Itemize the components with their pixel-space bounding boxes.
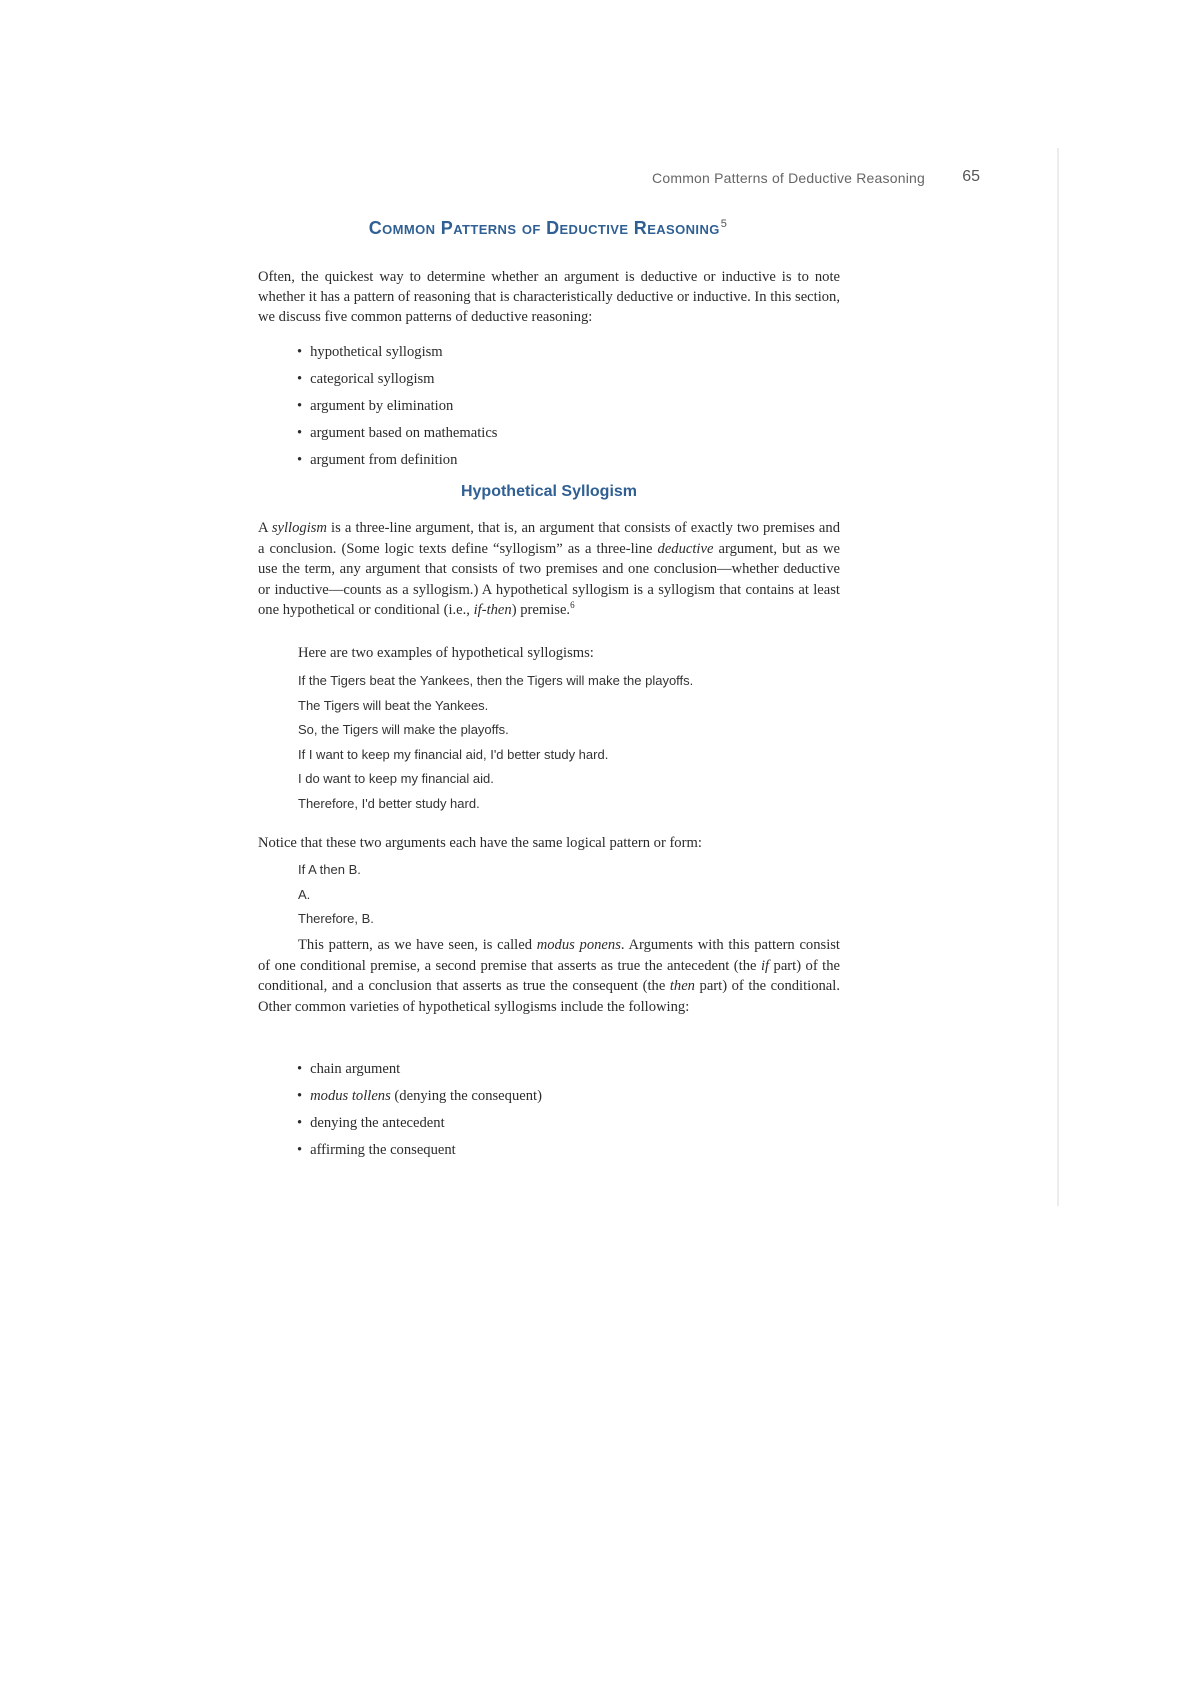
- section-title-text: Common Patterns of Deductive Reasoning: [368, 218, 720, 238]
- text-run: part) of the conditional. Other common varieties of hypothetical syllogisms include the following:: [258, 978, 840, 1015]
- list-item: • argument from definition: [297, 450, 497, 477]
- list-item: • categorical syllogism: [297, 369, 497, 396]
- term-if: if: [760, 957, 770, 974]
- text-run: A: [258, 520, 272, 536]
- list-item: • chain argument: [297, 1059, 542, 1086]
- list-item: [297, 1086, 542, 1113]
- example-line: If the Tigers beat the Yankees, then the Tigers will make the playoffs.: [298, 673, 694, 688]
- example-line: If I want to keep my financial aid, I'd better study hard.: [298, 746, 609, 762]
- list-item: • affirming the consequent: [297, 1140, 542, 1167]
- term-deductive: deductive: [657, 540, 714, 557]
- example-line: So, the Tigers will make the playoffs.: [298, 722, 509, 737]
- list-item: • hypothetical syllogism: [297, 342, 497, 369]
- section-title: [258, 218, 838, 239]
- text-run: part) of the conditional, and a conclusion that asserts as true the consequent (the: [258, 957, 840, 994]
- term-syllogism: syllogism: [271, 520, 327, 536]
- footnote-ref-6[interactable]: 6: [570, 600, 575, 611]
- example-line: I do want to keep my financial aid.: [298, 771, 494, 786]
- form-line: If A then B.: [298, 862, 361, 877]
- varieties-list: [297, 1059, 542, 1167]
- modus-ponens-paragraph: [258, 935, 840, 1017]
- term-if-then: if-then: [473, 602, 512, 618]
- list-item: • argument based on mathematics: [297, 423, 497, 450]
- text-run: (denying the consequent): [390, 1088, 542, 1104]
- page-number: 65: [962, 168, 980, 185]
- text-run: is a three-line argument, that is, an argument that consists of exactly two premises and a conclusion. (Some logic texts define “syllogism” as a three-line: [258, 520, 840, 557]
- running-head: [560, 168, 980, 192]
- text-run: This pattern, as we have seen, is called: [298, 937, 537, 953]
- term-then: then: [669, 978, 695, 994]
- text-run: argument, but as we use the term, any argument that consists of two premises and one conclusion—whether deductive or inductive—counts as a syllogism.) A hypothetical syllogism is a syllogism that contains at least one hypothetical or conditional (i.e.,: [258, 540, 840, 618]
- intro-paragraph: Often, the quickest way to determine whether an argument is deductive or inductive is to note whether it has a pattern of reasoning that is characteristically deductive or inductive. In this section, we discuss five common patterns of deductive reasoning:: [258, 269, 840, 325]
- form-line: Therefore, B.: [298, 911, 374, 926]
- running-head-title: Common Patterns of Deductive Reasoning: [652, 170, 925, 186]
- examples-intro: Here are two examples of hypothetical syllogisms:: [298, 645, 594, 661]
- example-line: The Tigers will beat the Yankees.: [298, 697, 489, 713]
- page-edge-rule: [1057, 148, 1059, 1206]
- term-modus-tollens: modus tollens: [310, 1088, 391, 1104]
- patterns-list: [297, 342, 497, 477]
- text-run: ) premise.: [511, 602, 571, 618]
- examples-list: [298, 671, 693, 818]
- list-item: • argument by elimination: [297, 396, 497, 423]
- syllogism-paragraph: [258, 518, 840, 621]
- text-run: . Arguments with this pattern consist of one conditional premise, a second premise that asserts as true the antecedent (the: [258, 937, 840, 974]
- form-line: A.: [298, 886, 311, 902]
- notice-paragraph: Notice that these two arguments each have the same logical pattern or form:: [258, 835, 702, 851]
- term-modus-ponens: modus ponens: [536, 937, 621, 953]
- footnote-ref-5[interactable]: 5: [720, 218, 728, 230]
- form-list: [298, 860, 374, 934]
- example-line: Therefore, I'd better study hard.: [298, 795, 480, 811]
- subsection-title: Hypothetical Syllogism: [460, 483, 638, 500]
- list-item: • denying the antecedent: [297, 1113, 542, 1140]
